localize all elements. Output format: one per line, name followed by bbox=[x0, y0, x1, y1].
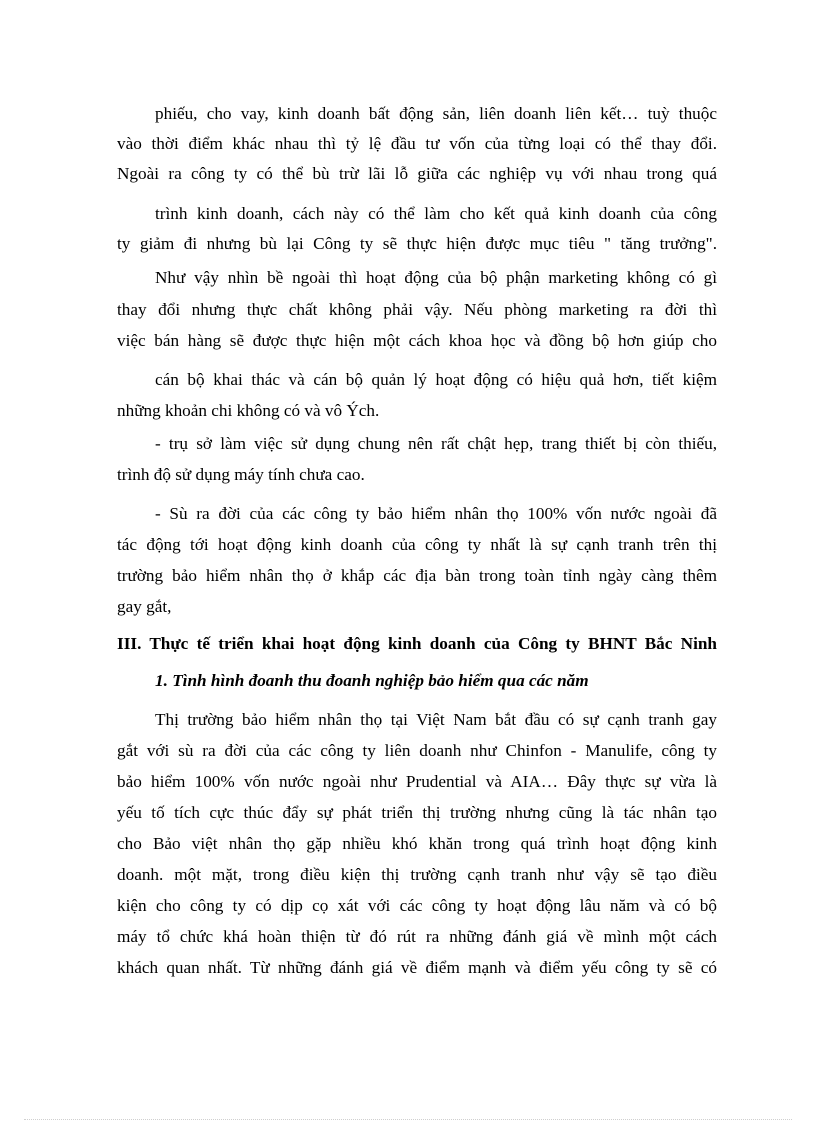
text-line: Thị trường bảo hiểm nhân thọ tại Việt Nam bắt đầu có sự cạnh tranh gay bbox=[155, 710, 717, 729]
text-line: kiện cho công ty có dịp cọ xát với các công ty hoạt động lâu năm và có bộ bbox=[117, 896, 717, 915]
text-line: những khoản chi không có và vô Ých. bbox=[117, 401, 380, 420]
text-line: trình độ sử dụng máy tính chưa cao. bbox=[117, 465, 365, 484]
text-line: ty giảm đi nhưng bù lại Công ty sẽ thực hiện được mục tiêu " tăng trưởng". bbox=[117, 234, 717, 253]
text-line: cán bộ khai thác và cán bộ quản lý hoạt động có hiệu quả hơn, tiết kiệm bbox=[155, 370, 717, 389]
text-line: bảo hiểm 100% vốn nước ngoài như Prudential và AIA… Đây thực sự vừa là bbox=[117, 772, 717, 791]
text-line: gắt với sù ra đời của các công ty liên doanh như Chinfon - Manulife, công ty bbox=[117, 741, 717, 760]
section-heading: III. Thực tế triển khai hoạt động kinh doanh của Công ty BHNT Bắc Ninh bbox=[117, 634, 717, 653]
text-line: trường bảo hiểm nhân thọ ở khắp các địa bàn trong toàn tỉnh ngày càng thêm bbox=[117, 566, 717, 585]
text-line: yếu tố tích cực thúc đẩy sự phát triển thị trường nhưng cũng là tác nhân tạo bbox=[117, 803, 717, 822]
text-line: phiếu, cho vay, kinh doanh bất động sản, liên doanh liên kết… tuỳ thuộc bbox=[155, 104, 717, 123]
text-line: doanh. một mặt, trong điều kiện thị trường cạnh tranh như vậy sẽ tạo điều bbox=[117, 865, 717, 884]
text-line: việc bán hàng sẽ được thực hiện một cách khoa học và đồng bộ hơn giúp cho bbox=[117, 331, 717, 350]
text-line: Ngoài ra công ty có thể bù trừ lãi lỗ giữa các nghiệp vụ với nhau trong quá bbox=[117, 164, 717, 183]
text-line: gay gắt, bbox=[117, 597, 172, 616]
text-line: máy tổ chức khá hoàn thiện từ đó rút ra những đánh giá về mình một cách bbox=[117, 927, 717, 946]
text-line: tác động tới hoạt động kinh doanh của công ty nhất là sự cạnh tranh trên thị bbox=[117, 535, 717, 554]
page-edge-divider bbox=[24, 1119, 792, 1120]
text-line: Như vậy nhìn bề ngoài thì hoạt động của bộ phận marketing không có gì bbox=[155, 268, 717, 287]
subsection-heading: 1. Tình hình đoanh thu đoanh nghiệp bảo hiểm qua các năm bbox=[155, 671, 589, 690]
text-line: khách quan nhất. Từ những đánh giá về điểm mạnh và điểm yếu công ty sẽ có bbox=[117, 958, 717, 977]
text-line: cho Bảo việt nhân thọ gặp nhiều khó khăn trong quá trình hoạt động kinh bbox=[117, 834, 717, 853]
text-line: - Sù ra đời của các công ty bảo hiểm nhân thọ 100% vốn nước ngoài đã bbox=[155, 504, 717, 523]
text-line: trình kinh doanh, cách này có thể làm cho kết quả kinh doanh của công bbox=[155, 204, 717, 223]
text-line: vào thời điểm khác nhau thì tỷ lệ đầu tư vốn của từng loại có thể thay đổi. bbox=[117, 134, 717, 153]
text-line: - trụ sở làm việc sử dụng chung nên rất chật hẹp, trang thiết bị còn thiếu, bbox=[155, 434, 717, 453]
text-line: thay đổi nhưng thực chất không phải vậy. Nếu phòng marketing ra đời thì bbox=[117, 300, 717, 319]
